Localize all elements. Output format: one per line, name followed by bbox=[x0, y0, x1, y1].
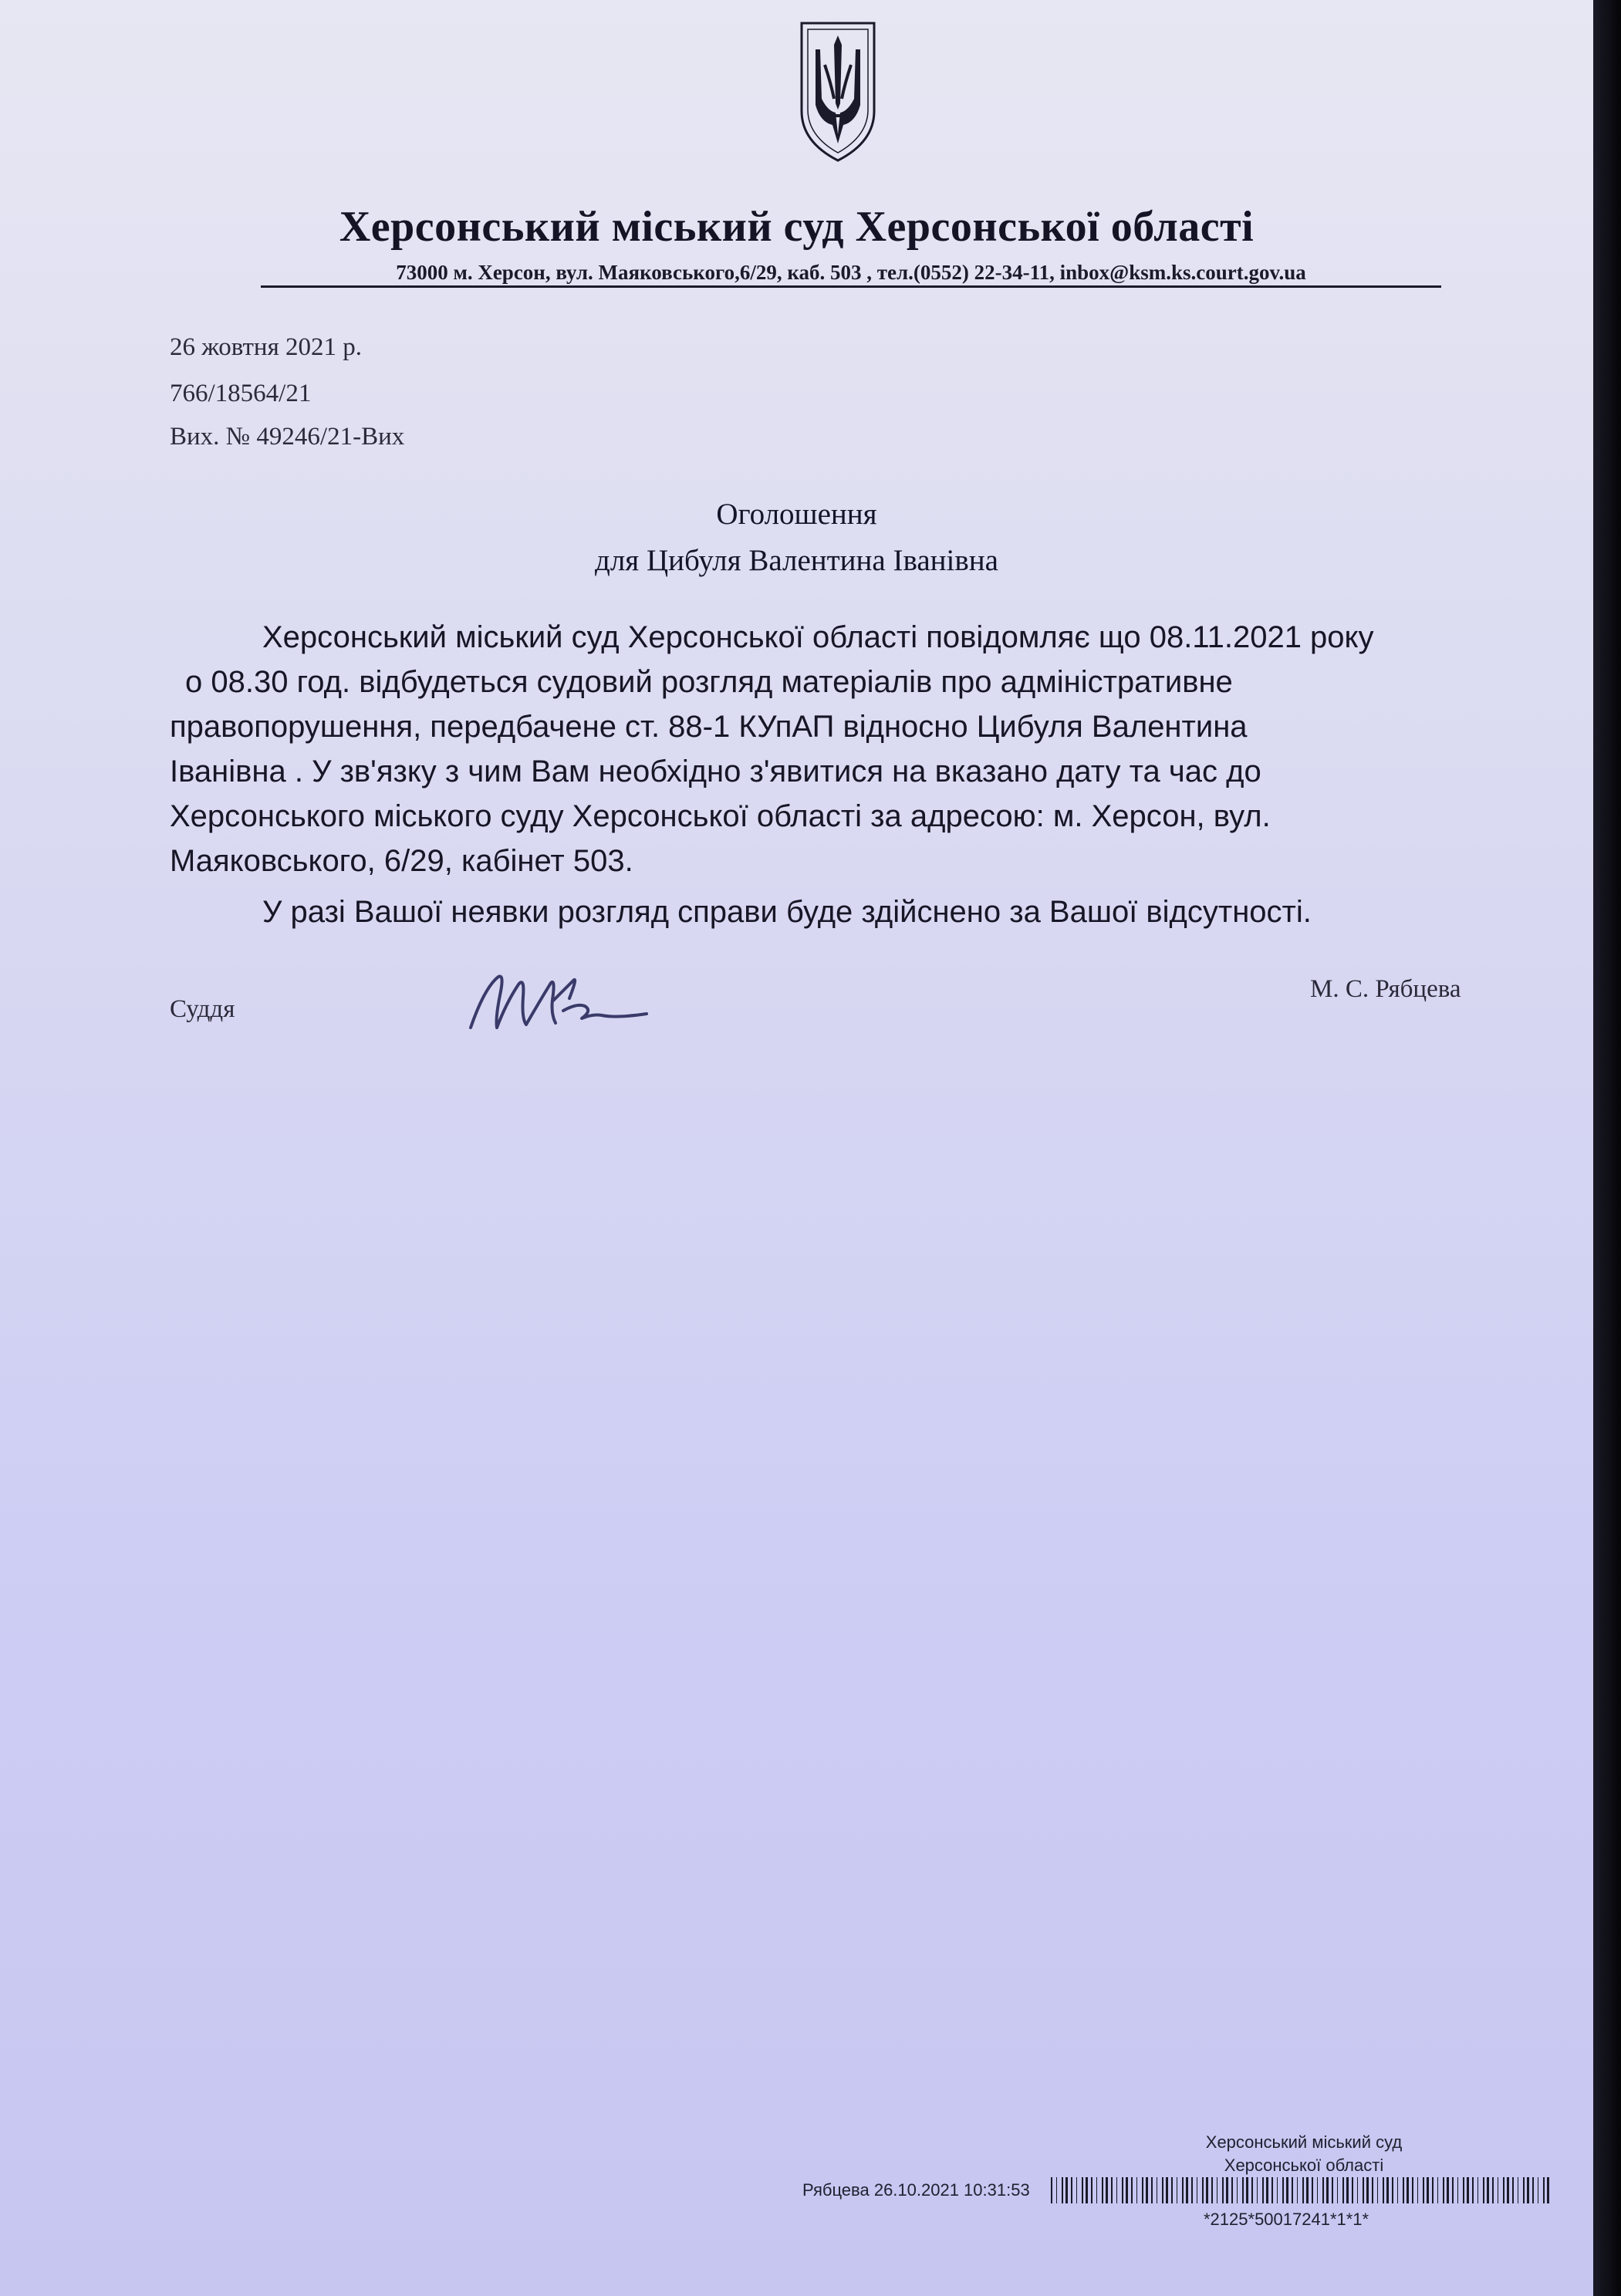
scan-dark-edge bbox=[1593, 0, 1621, 2296]
stamp-court-line1: Херсонський міський суд bbox=[1205, 2132, 1403, 2152]
address-underline bbox=[261, 285, 1441, 288]
paragraph-line: о 08.30 год. відбудеться судовий розгляд матеріалів про адміністративне bbox=[185, 665, 1233, 699]
notice-title: Оголошення bbox=[716, 498, 877, 531]
judge-signature bbox=[461, 957, 662, 1042]
court-address: 73000 м. Херсон, вул. Маяковського,6/29, каб. 503 , тел.(0552) 22-34-11, inbox@ksm.ks.court.gov.ua bbox=[396, 261, 1306, 284]
paragraph-line: Маяковського, 6/29, кабінет 503. bbox=[170, 844, 633, 878]
coat-of-arms-icon bbox=[797, 19, 879, 165]
paragraph-line: Херсонський міський суд Херсонської області повідомляє що 08.11.2021 року bbox=[262, 620, 1374, 654]
barcode-code: *2125*50017241*1*1* bbox=[1204, 2210, 1369, 2229]
notice-recipient: для Цибуля Валентина Іванівна bbox=[595, 544, 998, 577]
court-title: Херсонський міський суд Херсонської області bbox=[339, 203, 1255, 251]
case-number: 766/18564/21 bbox=[170, 380, 312, 407]
barcode-icon bbox=[1051, 2177, 1552, 2203]
judge-label: Суддя bbox=[170, 995, 235, 1023]
paragraph-line: правопорушення, передбачене ст. 88-1 КУпАП відносно Цибуля Валентина bbox=[170, 710, 1248, 744]
document-date: 26 жовтня 2021 р. bbox=[170, 333, 362, 361]
paragraph-line: Херсонського міського суду Херсонської області за адресою: м. Херсон, вул. bbox=[170, 799, 1271, 833]
paragraph-line: Іванівна . У зв'язку з чим Вам необхідно з'явитися на вказано дату та час до bbox=[170, 755, 1261, 788]
stamp-court-line2: Херсонської області bbox=[1224, 2156, 1384, 2175]
outgoing-number: Вих. № 49246/21-Вих bbox=[170, 423, 405, 451]
absence-warning: У разі Вашої неявки розгляд справи буде здійснено за Вашої відсутності. bbox=[262, 895, 1312, 929]
stamp-signer-timestamp: Рябцева 26.10.2021 10:31:53 bbox=[802, 2180, 1030, 2200]
judge-name: М. С. Рябцева bbox=[1310, 975, 1461, 1003]
